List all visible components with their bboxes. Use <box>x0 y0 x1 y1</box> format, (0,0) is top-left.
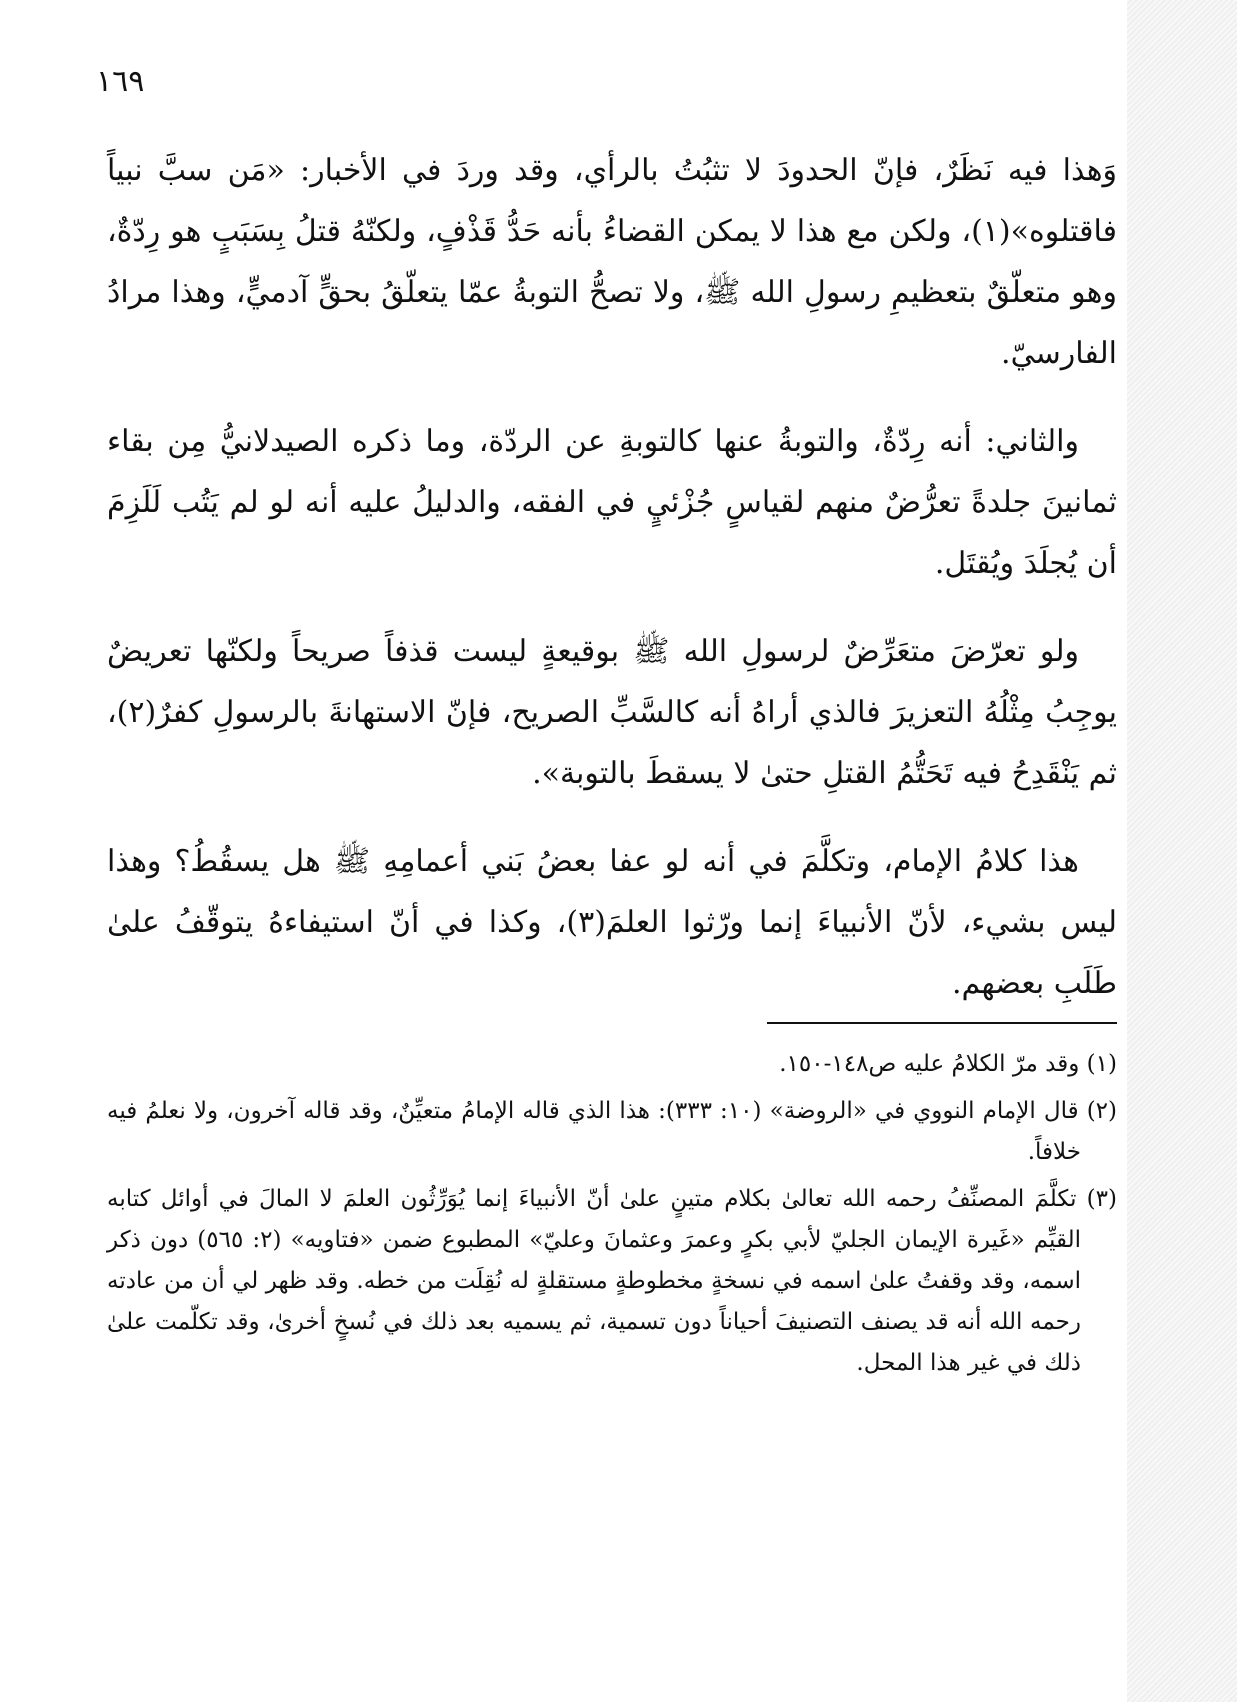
footnote-separator <box>767 1022 1117 1024</box>
footnote-3: (٣) تكلَّمَ المصنِّفُ رحمه الله تعالىٰ بكلام متينٍ علىٰ أنّ الأنبياءَ إنما يُوَرِّثُون العلمَ لا المالَ في أوائل كتابه القيِّم «غَيرة الإيمان الجليّ لأبي بكرٍ وعمرَ وعثمانَ وعليّ» المطبوع ضمن «فتاويه» (٢: ٥٦٥) دون ذكر اسمه، وقد وقفتُ علىٰ اسمه في نسخةٍ مخطوطةٍ مستقلةٍ له نُقِلَت من خطه. وقد ظهر لي أن من عادته رحمه الله أنه قد يصنف التصنيفَ أحياناً دون تسمية، ثم يسميه بعد ذلك في نُسخٍ أخرىٰ، وقد تكلّمت علىٰ ذلك في غير هذا المحل. <box>107 1186 1117 1376</box>
page-number: ١٦٩ <box>96 64 145 99</box>
body-paragraph-3: ولو تعرّضَ متعَرِّضٌ لرسولِ الله ﷺ بوقيعةٍ ليست قذفاً صريحاً ولكنّها تعريضٌ يوجِبُ مِثْلُهُ التعزيرَ فالذي أراهُ أنه كالسَّبِّ الصريح، فإنّ الاستهانةَ بالرسولِ كفرٌ(٢)، ثم يَنْقَدِحُ فيه تَحَتُّمُ القتلِ حتىٰ لا يسقطَ بالتوبة». <box>107 634 1117 791</box>
body-paragraph-1: وَهذا فيه نَظَرٌ، فإنّ الحدودَ لا تثبُتُ بالرأي، وقد وردَ في الأخبار: «مَن سبَّ نبياً فاقتلوه»(١)، ولكن مع هذا لا يمكن القضاءُ بأنه حَدُّ قَذْفٍ، ولكنّهُ قتلُ بِسَبَبٍ هو رِدّةٌ، وهو متعلّقٌ بتعظيمِ رسولِ الله ﷺ، ولا تصحُّ التوبةُ عمّا يتعلّقُ بحقٍّ آدميٍّ، وهذا مرادُ الفارسيّ. <box>107 153 1118 371</box>
body-paragraph-4: هذا كلامُ الإمام، وتكلَّمَ في أنه لو عفا بعضُ بَني أعمامِهِ ﷺ هل يسقُطُ؟ وهذا ليس بشيء، لأنّ الأنبياءَ إنما ورّثوا العلمَ(٣)، وكذا في أنّ استيفاءهُ يتوقّفُ علىٰ طَلَبِ بعضهم. <box>107 844 1117 1001</box>
body-paragraph-2: والثاني: أنه رِدّةٌ، والتوبةُ عنها كالتوبةِ عن الردّة، وما ذكره الصيدلانيُّ مِن بقاء ثمانينَ جلدةً تعرُّضٌ منهم لقياسٍ جُزْئيٍ في الفقه، والدليلُ عليه أنه لو لم يَتُب لَلَزِمَ أن يُجلَدَ ويُقتَل. <box>107 424 1117 581</box>
footnotes-section <box>107 1044 1117 1390</box>
footnote-1: (١) وقد مرّ الكلامُ عليه ص١٤٨-١٥٠. <box>779 1051 1117 1077</box>
footnote-2: (٢) قال الإمام النووي في «الروضة» (١٠: ٣٣٣): هذا الذي قاله الإمامُ متعيِّنٌ، وقد قاله آخرون، ولا نعلمُ فيه خلافاً. <box>107 1098 1118 1165</box>
scan-edge-shading <box>1127 0 1237 1702</box>
main-text <box>107 140 1117 1041</box>
